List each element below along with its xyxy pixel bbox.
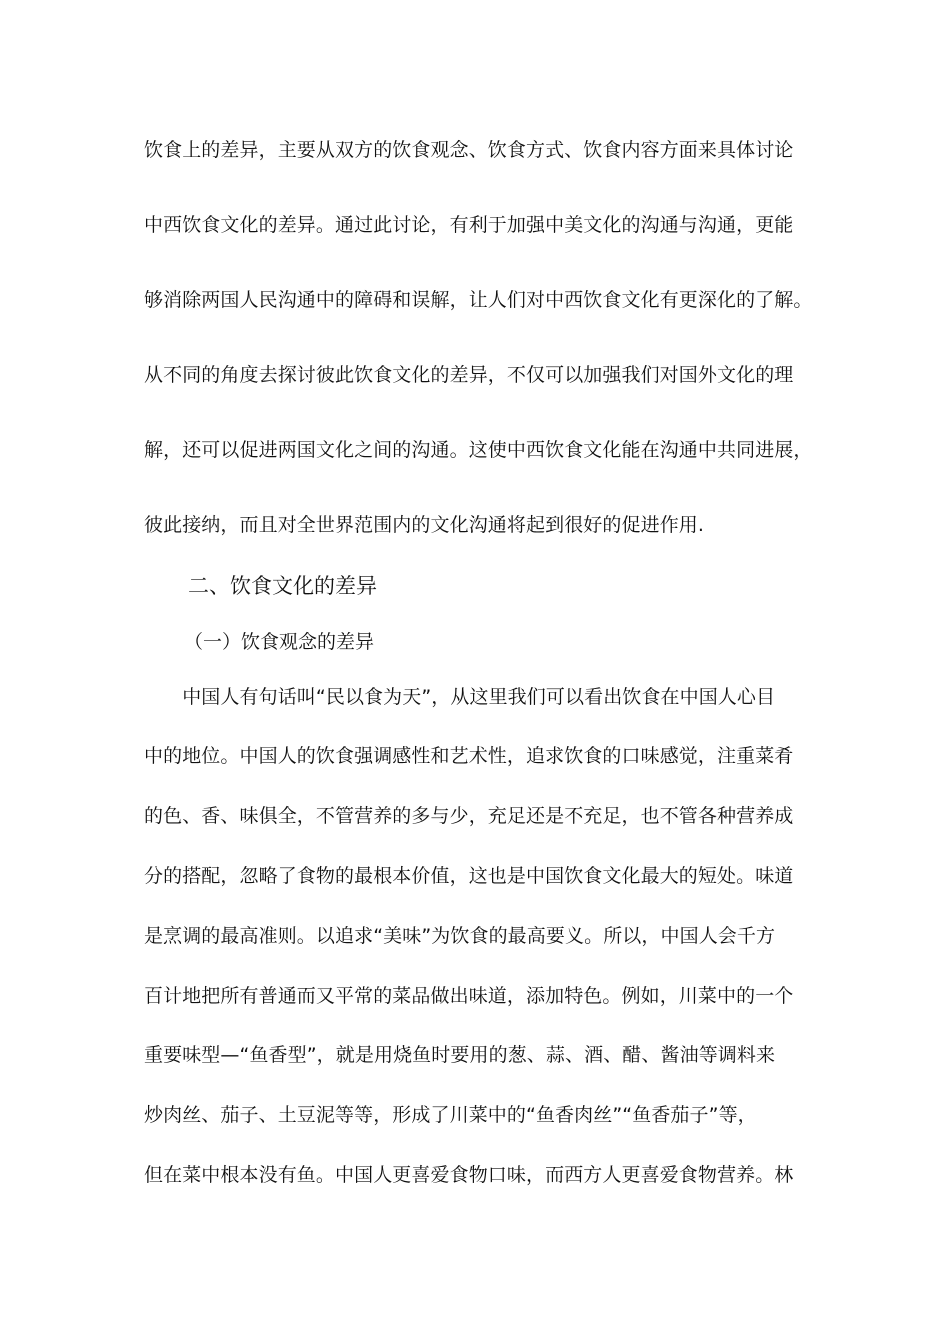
paragraph-line: 饮食上的差异，主要从双方的饮食观念、饮食方式、饮食内容方面来具体讨论 [144, 139, 794, 161]
paragraph-line: 的色、香、味俱全，不管营养的多与少，充足还是不充足，也不管各种营养成 [144, 805, 794, 827]
paragraph-line: 中国人有句话叫“民以食为天”，从这里我们可以看出饮食在中国人心目 [144, 686, 776, 708]
paragraph-line: 但在菜中根本没有鱼。中国人更喜爱食物口味，而西方人更喜爱食物营养。林 [144, 1164, 794, 1186]
subsection-heading: （一）饮食观念的差异 [184, 631, 375, 653]
paragraph-line: 炒肉丝、茄子、土豆泥等等，形成了川菜中的“鱼香肉丝”“鱼香茄子”等， [144, 1104, 757, 1126]
paragraph-line: 中的地位。中国人的饮食强调感性和艺术性，追求饮食的口味感觉，注重菜肴 [144, 745, 794, 767]
paragraph-line: 分的搭配，忽略了食物的最根本价值，这也是中国饮食文化最大的短处。味道 [144, 865, 794, 887]
paragraph-line: 彼此接纳，而且对全世界范围内的文化沟通将起到很好的促进作用. [144, 514, 705, 536]
paragraph-line: 是烹调的最高准则。以追求“美味”为饮食的最高要义。所以，中国人会千方 [144, 925, 776, 947]
paragraph-line: 从不同的角度去探讨彼此饮食文化的差异，不仅可以加强我们对国外文化的理 [144, 364, 794, 386]
paragraph-line: 解，还可以促进两国文化之间的沟通。这使中西饮食文化能在沟通中共同进展， [144, 439, 813, 461]
paragraph-line: 够消除两国人民沟通中的障碍和误解，让人们对中西饮食文化有更深化的了解。 [144, 289, 813, 311]
section-heading: 二、饮食文化的差异 [188, 574, 377, 598]
paragraph-line: 中西饮食文化的差异。通过此讨论，有利于加强中美文化的沟通与沟通，更能 [144, 214, 794, 236]
paragraph-line: 百计地把所有普通而又平常的菜品做出味道，添加特色。例如，川菜中的一个 [144, 985, 794, 1007]
paragraph-line: 重要味型—“鱼香型”，就是用烧鱼时要用的葱、蒜、酒、醋、酱油等调料来 [144, 1044, 776, 1066]
